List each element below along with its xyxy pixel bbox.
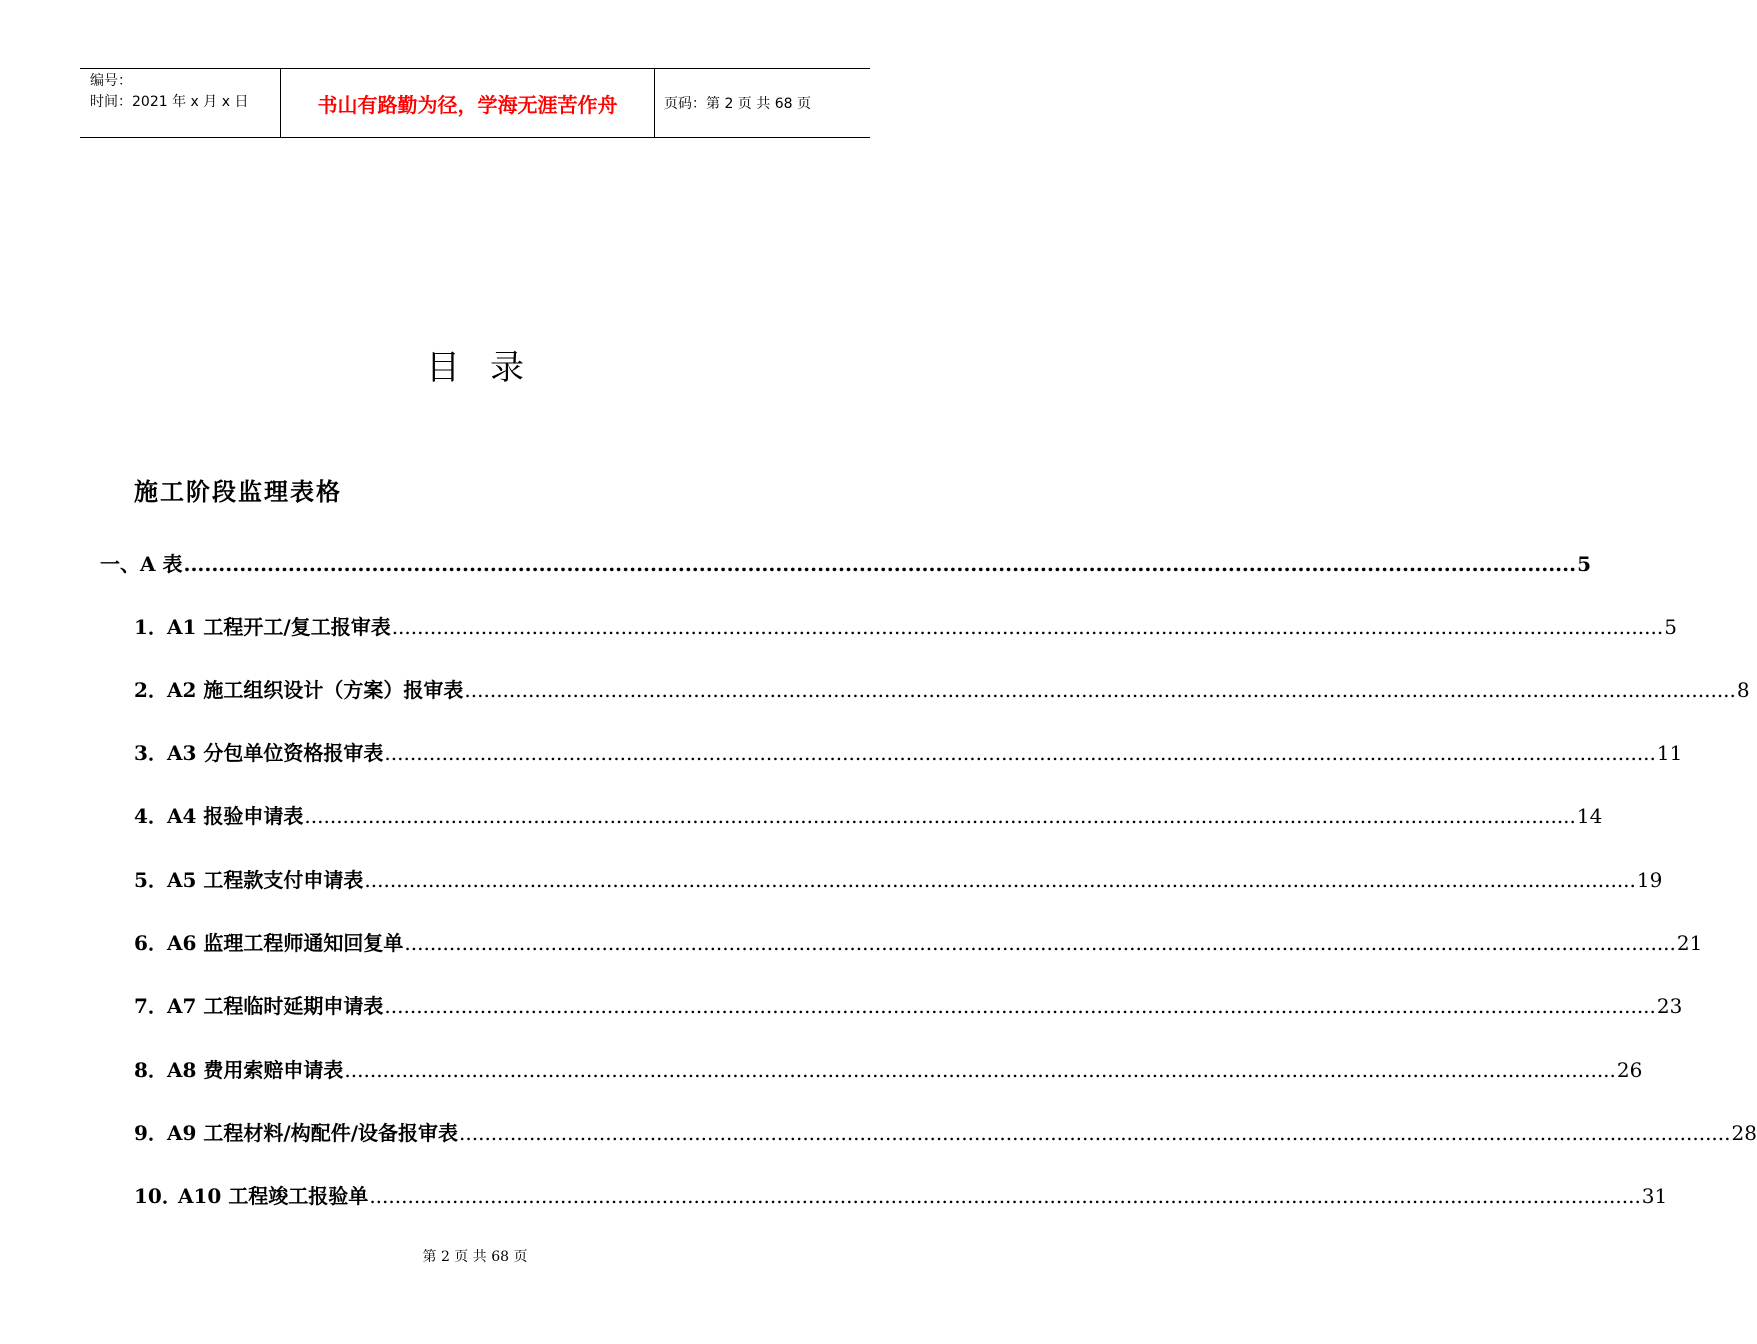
page-title: 目录: [426, 348, 554, 388]
toc-entry-label: A7 工程临时延期申请表: [167, 994, 384, 1018]
toc-entry-page: 5: [1664, 615, 1677, 639]
toc-leader-dots: ........................................................................................................................................................................................................: [183, 552, 1577, 576]
toc-entry[interactable]: [134, 800, 1603, 830]
toc-entry-page: 14: [1576, 804, 1603, 828]
toc-leader-dots: ........................................................................................................................................................................................................: [391, 615, 1664, 639]
toc-leader-dots: ........................................................................................................................................................................................................: [364, 868, 1636, 892]
toc-entry-page: 21: [1676, 931, 1703, 955]
toc-entry[interactable]: [134, 927, 1703, 957]
toc-entry-label: A3 分包单位资格报审表: [167, 741, 384, 765]
toc-entry-number: 3．: [134, 741, 168, 765]
toc-entry-page: 8: [1736, 678, 1750, 702]
toc-entry-number: 一、: [100, 552, 140, 576]
toc-entry-number: 5．: [134, 868, 168, 892]
toc-entry[interactable]: [100, 548, 1591, 578]
section-title: 施工阶段监理表格: [134, 478, 342, 506]
toc-entry-number: 8．: [134, 1058, 168, 1082]
toc-entry[interactable]: [134, 674, 1750, 704]
toc-entry[interactable]: [134, 1180, 1668, 1210]
toc-entry-label: A5 工程款支付申请表: [167, 868, 364, 892]
toc-entry-label: A1 工程开工/复工报审表: [167, 615, 391, 639]
header-page-info: 页码：第 2 页 共 68 页: [664, 96, 811, 112]
toc-leader-dots: ........................................................................................................................................................................................................: [404, 931, 1676, 955]
toc-entry-label: A6 监理工程师通知回复单: [167, 931, 404, 955]
toc-entry[interactable]: [134, 1054, 1643, 1084]
toc-entry-number: 6．: [134, 931, 168, 955]
toc-entry-number: 4．: [134, 804, 168, 828]
header-left-cell: [80, 69, 281, 137]
toc-leader-dots: ........................................................................................................................................................................................................: [384, 994, 1656, 1018]
toc-entry-page: 5: [1577, 552, 1591, 576]
toc-entry-page: 23: [1656, 994, 1683, 1018]
toc-entry-label: A2 施工组织设计（方案）报审表: [167, 678, 464, 702]
toc-entry-label: A9 工程材料/构配件/设备报审表: [167, 1121, 459, 1145]
toc-entry-label: A10 工程竣工报验单: [178, 1184, 369, 1208]
toc-leader-dots: ........................................................................................................................................................................................................: [384, 741, 1656, 765]
page-footer: 第 2 页 共 68 页: [422, 1249, 528, 1265]
toc-leader-dots: ........................................................................................................................................................................................................: [459, 1121, 1731, 1145]
toc-entry-number: 9．: [134, 1121, 168, 1145]
toc-entry[interactable]: [134, 611, 1677, 641]
toc-entry[interactable]: [134, 990, 1683, 1020]
toc-entry-number: 1．: [134, 615, 168, 639]
toc-entry-page: 31: [1641, 1184, 1668, 1208]
header-motto: 书山有路勤为径，学海无涯苦作舟: [281, 69, 655, 137]
toc-entry-page: 19: [1636, 868, 1663, 892]
toc-leader-dots: ........................................................................................................................................................................................................: [304, 804, 1576, 828]
toc-entry-number: 7．: [134, 994, 168, 1018]
time-label: 时间：2021 年 x 月 x 日: [90, 94, 249, 110]
toc-entry-number: 2．: [134, 678, 168, 702]
toc-leader-dots: ........................................................................................................................................................................................................: [464, 678, 1736, 702]
toc-leader-dots: ........................................................................................................................................................................................................: [344, 1058, 1616, 1082]
toc-entry-label: A8 费用索赔申请表: [167, 1058, 344, 1082]
toc-entry-page: 28: [1731, 1121, 1757, 1145]
toc-entry-label: A4 报验申请表: [167, 804, 304, 828]
toc-entry[interactable]: [134, 864, 1663, 894]
toc-entry-page: 26: [1616, 1058, 1643, 1082]
toc-entry-number: 10．: [134, 1184, 182, 1208]
number-label: 编号：: [90, 73, 132, 89]
header-table: [80, 68, 870, 138]
toc-entry-page: 11: [1656, 741, 1683, 765]
toc-entry[interactable]: [134, 737, 1683, 767]
toc-leader-dots: ........................................................................................................................................................................................................: [369, 1184, 1641, 1208]
toc-entry[interactable]: [134, 1117, 1757, 1147]
toc-entry-label: A 表: [140, 552, 183, 576]
